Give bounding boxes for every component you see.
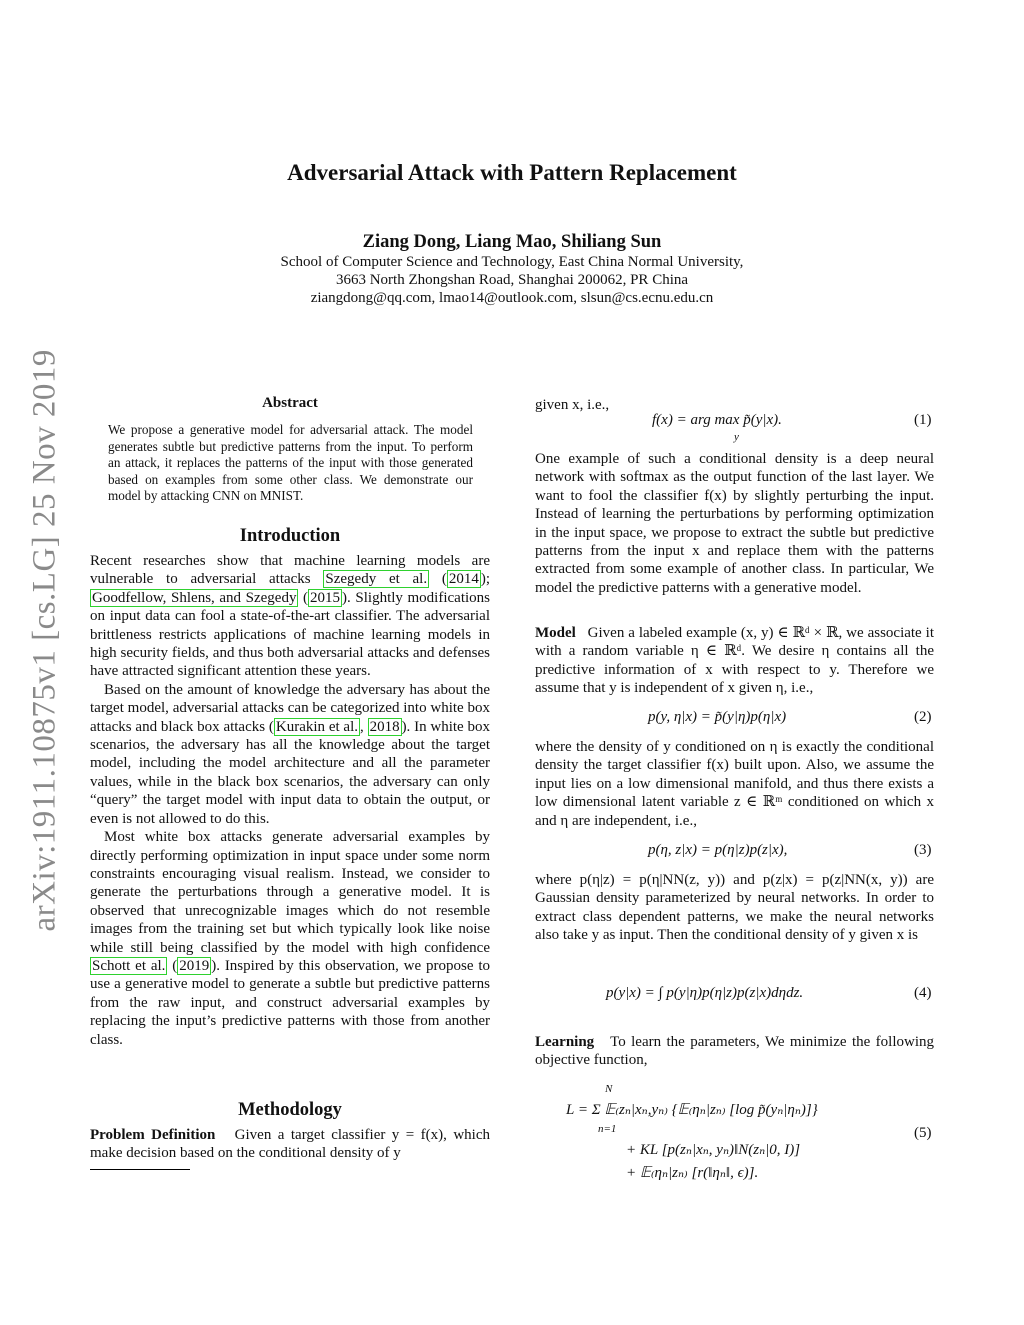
equation-4-number: (4) [914, 985, 932, 1001]
learning-paragraph [535, 1033, 934, 1070]
author-emails: ziangdong@qq.com, lmao14@outlook.com, slsun@cs.ecnu.edu.cn [310, 290, 714, 306]
citation-link-schott[interactable]: Schott et al. [92, 957, 166, 974]
citation-link-goodfellow[interactable]: Goodfellow, Shlens, and Szegedy [92, 589, 297, 606]
affiliation-line-2: 3663 North Zhongshan Road, Shanghai 200062, PR China [335, 272, 689, 288]
model-label: Model [535, 625, 576, 641]
right-paragraph-2: where the density of y conditioned on η is exactly the conditional density the target classifier f(x) built upon. Also, we assume the input lies on a low dimensional manifold, and thus there exists a low dimensional latent variable z ∈ ℝᵐ conditioned on which x and η are independent, i.e., [535, 739, 934, 829]
equation-5-line-1: L = Σ 𝔼₍zₙ|xₙ,yₙ₎ {𝔼₍ηₙ|zₙ₎ [log p̃(yₙ|ηₙ)]} [566, 1102, 818, 1118]
right-paragraph-3: where p(η|z) = p(η|NN(z, y)) and p(z|x) = p(z|NN(x, y)) are Gaussian density parameterized by neural networks. In order to extract class dependent patterns, we make the neural networks also take y as input. Then the conditional density of y given x is [535, 872, 934, 944]
equation-2: p(y, η|x) = p̃(y|η)p(η|x) [648, 709, 787, 725]
model-text: Given a labeled example (x, y) ∈ ℝᵈ × ℝ, we associate it with a random variable η ∈ ℝᵈ. We desire η contains all the predictive information of x with respect to y. Therefore we assume that y is independent of x given η, i.e., [535, 625, 934, 697]
intro-paragraph-2: Based on the amount of knowledge the adversary has about the target model, adversarial attacks can be categorized into white box attacks and black box attacks ( Kurakin et al. , 2018 ). In white box scenarios, the adversary has all the knowledge about the target model, including the model architecture and all the parameter values, while in the black box scenarios, the adversary can only “query” the target model with input data to obtain the output, or even is not allowed to do this. [90, 681, 490, 827]
equation-5-sum-lower: n=1 [598, 1123, 617, 1135]
abstract-heading: Abstract [262, 395, 318, 411]
citation-year-kurakin[interactable]: 2018 [369, 718, 400, 735]
problem-definition-text: Given a target classifier y = f(x), which make decision based on the conditional density of y [90, 1127, 490, 1162]
learning-text: To learn the parameters, We minimize the following objective function, [535, 1034, 934, 1069]
equation-1: f(x) = arg max p̃(y|x). [652, 412, 782, 428]
citation-link-szegedy[interactable]: Szegedy et al. [325, 571, 428, 588]
equation-5-number: (5) [914, 1125, 932, 1141]
given-x-text: given x, i.e., [535, 397, 610, 413]
intro-paragraph-3: Most white box attacks generate adversarial examples by directly performing optimization in input space under some norm constraints encouraging visual realism. Instead, we consider to generate the perturbations through a generative model. It is observed that unrecognizable images which do not resemble images from the training set but which typically look like noise while still being classified by the model with high confidence Schott et al. ( 2019 ). Inspired by this observation, we propose to use a generative model to generate a subtle but predictive patterns from the raw input, and construct adversarial examples by replacing the input’s predictive patterns with those from another class. [90, 829, 490, 1048]
equation-3-number: (3) [914, 842, 932, 858]
affiliation-line-1: School of Computer Science and Technology, East China Normal University, [280, 254, 744, 270]
citation-year-schott[interactable]: 2019 [179, 957, 210, 974]
equation-4: p(y|x) = ∫ p(y|η)p(η|z)p(z|x)dηdz. [606, 985, 804, 1001]
arxiv-identifier: arXiv:1911.10875v1 [cs.LG] 25 Nov 2019 [26, 349, 63, 932]
citation-year-goodfellow[interactable]: 2015 [310, 589, 341, 606]
methodology-heading: Methodology [238, 1100, 342, 1120]
introduction-heading: Introduction [239, 526, 341, 546]
citation-link-kurakin[interactable]: Kurakin et al. [275, 718, 359, 735]
paper-title: Adversarial Attack with Pattern Replacement [287, 160, 737, 185]
citation-year-szegedy[interactable]: 2014 [448, 571, 479, 588]
equation-5-line-2: + KL [p(zₙ|xₙ, yₙ)‖N(zₙ|0, I)] [626, 1142, 801, 1158]
equation-1-subscript: y [734, 431, 739, 443]
learning-label: Learning [535, 1034, 595, 1050]
abstract-text: We propose a generative model for adversarial attack. The model generates subtle but predictive patterns from the input. To perform an attack, it replaces the patterns of the input with those generated based on examples from some other class. We demonstrate our model by attacking CNN on MNIST. [108, 422, 473, 503]
author-list: Ziang Dong, Liang Mao, Shiliang Sun [362, 232, 662, 252]
right-paragraph-1: One example of such a conditional density is a deep neural network with softmax as the output function of the last layer. We want to fool the classifier f(x) by slightly perturbing the input. Instead of learning the perturbations by performing optimization in the input space, we propose to extract the subtle but predictive patterns from the input x and replace them with the patterns extracted from some example of another class. In particular, We model the predictive patterns with a generative model. [535, 451, 934, 596]
introduction-body [90, 552, 490, 1049]
model-paragraph [535, 624, 934, 698]
equation-2-number: (2) [914, 709, 932, 725]
problem-definition [90, 1126, 490, 1163]
equation-1-number: (1) [914, 412, 932, 428]
intro-paragraph-1: Recent researches show that machine learning models are vulnerable to adversarial attacks Szegedy et al. ( 2014 ); Goodfellow, Shlens, and Szegedy ( 2015 ). Slightly modifications on input data can fool a state-of-the-art classifier. The adversarial brittleness restricts applications of machine learning models in high security fields, and thus both adversarial attacks and defenses have attracted significant attention these years. [90, 553, 491, 680]
problem-definition-label: Problem Definition [90, 1127, 216, 1143]
equation-5-line-3: + 𝔼₍ηₙ|zₙ₎ [r(‖ηₙ‖, ϵ)]. [626, 1165, 759, 1181]
equation-5-sum-upper: N [605, 1083, 613, 1095]
equation-3: p(η, z|x) = p(η|z)p(z|x), [648, 842, 788, 858]
footnote-rule [90, 1169, 190, 1170]
